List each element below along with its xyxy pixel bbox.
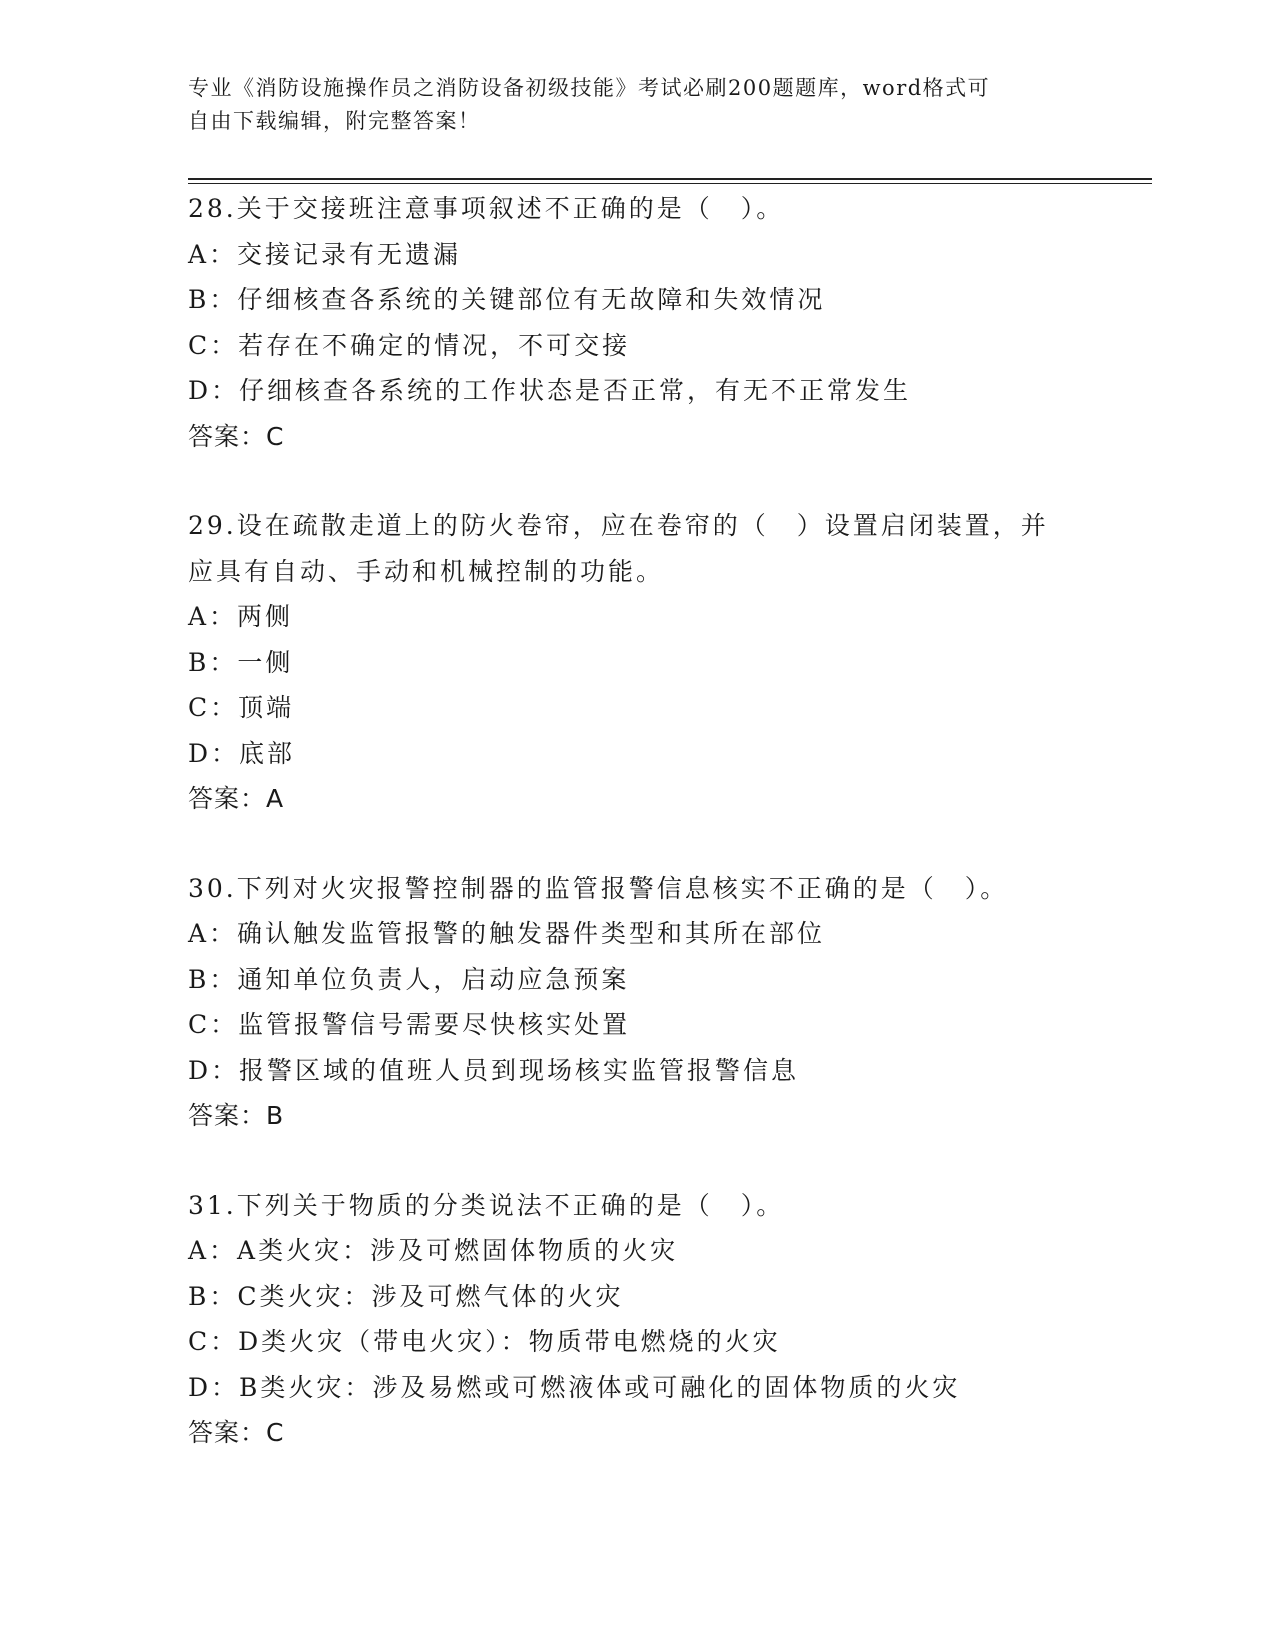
option-a: A：A类火灾：涉及可燃固体物质的火灾 bbox=[188, 1236, 679, 1265]
header-divider-thick bbox=[188, 178, 1152, 180]
option-c: C：监管报警信号需要尽快核实处置 bbox=[188, 1010, 631, 1039]
header-line-2: 自由下载编辑，附完整答案！ bbox=[188, 109, 481, 133]
question-stem-line-2: 应具有自动、手动和机械控制的功能。 bbox=[188, 556, 665, 586]
question-stem: 31.下列关于物质的分类说法不正确的是（ ）。 bbox=[188, 1190, 785, 1220]
question-31 bbox=[188, 1183, 1088, 1456]
question-29 bbox=[188, 503, 1088, 822]
question-30 bbox=[188, 866, 1088, 1139]
option-c: C：D类火灾（带电火灾）：物质带电燃烧的火灾 bbox=[188, 1327, 781, 1356]
option-c: C：顶端 bbox=[188, 693, 295, 722]
question-stem: 30.下列对火灾报警控制器的监管报警信息核实不正确的是（ ）。 bbox=[188, 873, 1009, 903]
option-a: A：确认触发监管报警的触发器件类型和其所在部位 bbox=[188, 919, 826, 948]
question-list bbox=[188, 186, 1088, 1500]
header-divider-thin bbox=[188, 183, 1152, 184]
option-b: B：C类火灾：涉及可燃气体的火灾 bbox=[188, 1281, 624, 1311]
option-b: B：一侧 bbox=[188, 647, 294, 677]
header-line-1: 专业《消防设施操作员之消防设备初级技能》考试必刷200题题库，word格式可 bbox=[188, 76, 991, 100]
answer: 答案：A bbox=[188, 784, 285, 813]
question-stem-line-1: 29.设在疏散走道上的防火卷帘，应在卷帘的（ ）设置启闭装置，并 bbox=[188, 511, 1049, 540]
option-d: D：底部 bbox=[188, 738, 296, 768]
answer: 答案：C bbox=[188, 1418, 285, 1447]
option-a: A：两侧 bbox=[188, 602, 294, 631]
answer: 答案：C bbox=[188, 421, 285, 451]
option-b: B：通知单位负责人，启动应急预案 bbox=[188, 964, 630, 994]
option-c: C：若存在不确定的情况，不可交接 bbox=[188, 330, 631, 360]
document-header bbox=[188, 72, 1068, 138]
answer: 答案：B bbox=[188, 1101, 285, 1130]
option-b: B：仔细核查各系统的关键部位有无故障和失效情况 bbox=[188, 285, 826, 314]
question-stem: 28.关于交接班注意事项叙述不正确的是（ ）。 bbox=[188, 194, 785, 223]
question-28 bbox=[188, 186, 1088, 459]
option-d: D：报警区域的值班人员到现场核实监管报警信息 bbox=[188, 1055, 800, 1085]
option-d: D：B类火灾：涉及易燃或可燃液体或可融化的固体物质的火灾 bbox=[188, 1372, 961, 1402]
option-d: D：仔细核查各系统的工作状态是否正常，有无不正常发生 bbox=[188, 376, 912, 405]
option-a: A：交接记录有无遗漏 bbox=[188, 239, 462, 269]
